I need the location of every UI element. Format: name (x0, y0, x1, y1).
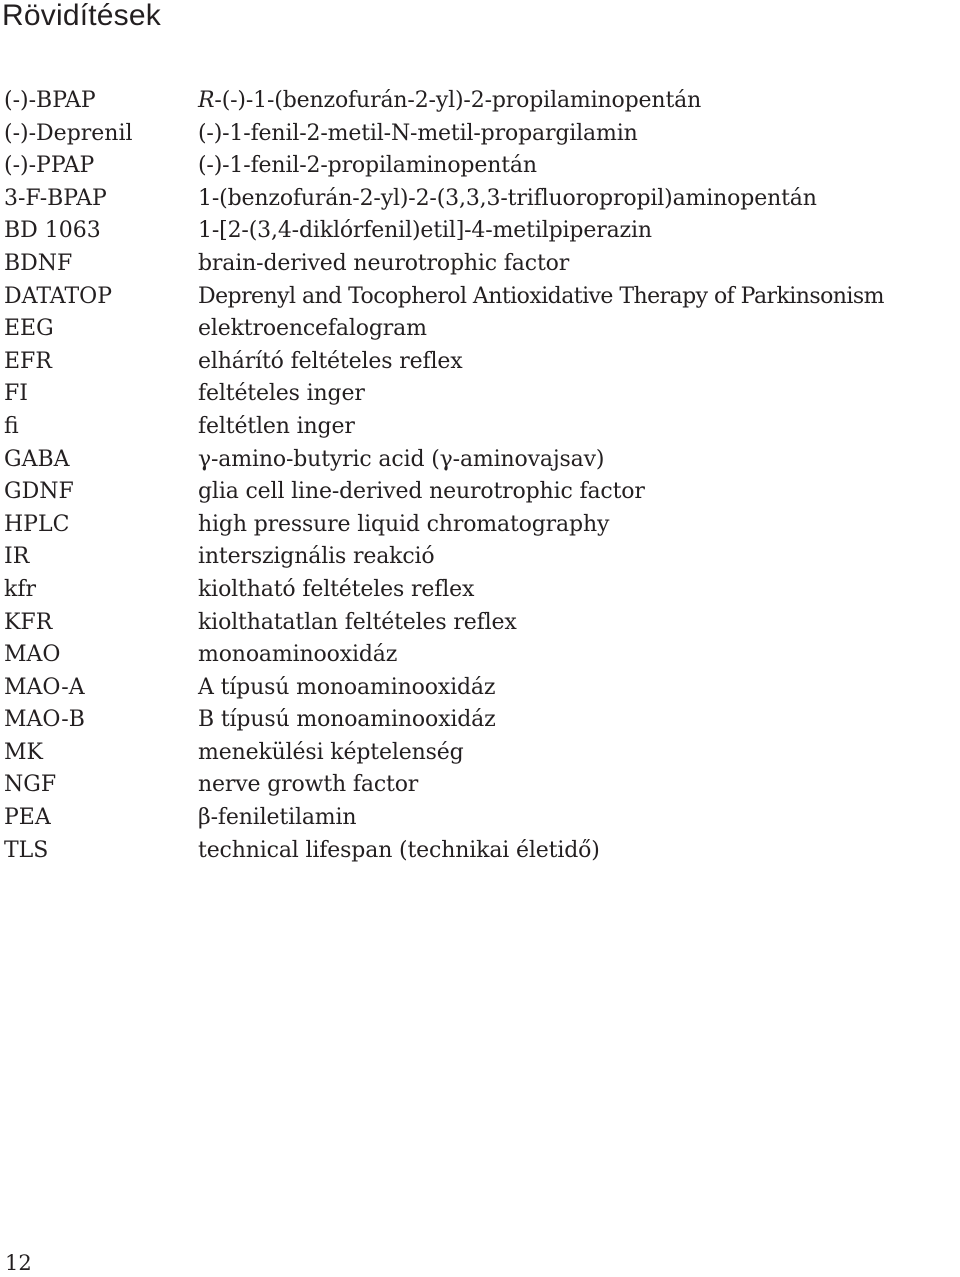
abbreviation-term: GABA (4, 446, 70, 472)
abbreviation-term: (-)-BPAP (4, 88, 96, 113)
abbreviation-row (4, 248, 960, 281)
abbreviation-term: EEG (4, 316, 54, 342)
abbreviation-term: KFR (4, 609, 53, 635)
abbreviation-row (4, 313, 960, 346)
abbreviation-term: BDNF (4, 250, 73, 276)
abbreviation-row (4, 802, 960, 835)
abbreviation-term: GDNF (4, 479, 74, 505)
abbreviation-definition: 1-(benzofurán-2-yl)-2-(3,3,3-trifluoropropil)aminopentán (198, 185, 817, 211)
abbreviation-term: kfr (4, 576, 36, 602)
abbreviation-row (4, 769, 960, 802)
abbreviation-definition: B típusú monoaminooxidáz (198, 707, 496, 733)
abbreviation-term: DATATOP (4, 283, 112, 309)
abbreviation-term: MAO (4, 642, 61, 668)
abbreviation-term: TLS (4, 837, 49, 863)
abbreviation-term: FI (4, 381, 28, 407)
abbreviation-definition: elektroencefalogram (198, 316, 427, 342)
abbreviation-definition: feltételes inger (198, 381, 365, 407)
abbreviation-definition: menekülési képtelenség (198, 739, 464, 765)
abbreviation-term: EFR (4, 348, 52, 374)
abbreviation-row (4, 118, 960, 151)
abbreviation-definition: 1-[2-(3,4-diklórfenil)etil]-4-metilpiperazin (198, 218, 652, 244)
abbreviation-definition: (-)-1-fenil-2-metil-N-metil-propargilamin (198, 120, 638, 146)
abbreviation-definition: feltétlen inger (198, 413, 355, 439)
abbreviation-row (4, 150, 960, 183)
abbreviation-row (4, 607, 960, 640)
abbreviation-row (4, 444, 960, 477)
page-number: 12 (5, 1251, 32, 1275)
abbreviation-term: MAO-B (4, 707, 85, 733)
abbreviation-row (4, 574, 960, 607)
abbreviation-definition: kiolthatό feltételes reflex (198, 576, 475, 602)
abbreviation-definition: interszignális reakció (198, 544, 435, 570)
abbreviation-definition: (-)-1-fenil-2-propilaminopentán (198, 153, 537, 179)
abbreviation-term: MAO-A (4, 674, 85, 700)
abbreviation-term: BD 1063 (4, 218, 101, 244)
abbreviation-list (4, 85, 960, 867)
abbreviation-definition: glia cell line-derived neurotrophic factor (198, 479, 645, 505)
abbreviation-definition: A típusú monoaminooxidáz (198, 674, 496, 700)
abbreviation-term: MK (4, 739, 43, 765)
abbreviation-definition: technical lifespan (technikai életidő) (198, 837, 600, 863)
abbreviation-row (4, 672, 960, 705)
abbreviation-definition: nerve growth factor (198, 772, 419, 798)
abbreviation-row (4, 281, 960, 314)
abbreviation-row (4, 509, 960, 542)
abbreviation-term: HPLC (4, 511, 70, 537)
abbreviation-term: PEA (4, 805, 51, 831)
abbreviation-row (4, 215, 960, 248)
abbreviation-definition: β-feniletilamin (198, 805, 357, 831)
abbreviation-definition (198, 85, 960, 118)
abbreviation-row (4, 85, 960, 118)
abbreviation-row (4, 411, 960, 444)
abbreviation-definition: brain-derived neurotrophic factor (198, 250, 570, 276)
abbreviation-row (4, 541, 960, 574)
abbreviation-term: 3-F-BPAP (4, 185, 107, 211)
abbreviation-definition: monoaminooxidáz (198, 642, 398, 668)
abbreviation-term: IR (4, 544, 30, 570)
abbreviation-row (4, 378, 960, 411)
abbreviation-definition: Deprenyl and Tocopherol Antioxidative Therapy of Parkinsonism (198, 283, 884, 309)
abbreviation-term: NGF (4, 772, 57, 798)
abbreviation-term: fi (4, 413, 19, 439)
abbreviation-row (4, 835, 960, 868)
abbreviation-row (4, 346, 960, 379)
abbreviation-row (4, 639, 960, 672)
italic-prefix: R (198, 88, 215, 113)
abbreviation-definition: elhárító feltételes reflex (198, 348, 463, 374)
abbreviation-term: (-)-PPAP (4, 153, 95, 179)
definition-text: -(-)-1-(benzofurán-2-yl)-2-propilaminopentán (214, 88, 702, 113)
abbreviation-definition: γ-amino-butyric acid (γ-aminovajsav) (198, 446, 605, 472)
abbreviation-row (4, 476, 960, 509)
abbreviation-row (4, 183, 960, 216)
abbreviation-term: (-)-Deprenil (4, 120, 133, 146)
abbreviation-definition: high pressure liquid chromatography (198, 511, 610, 537)
abbreviation-definition: kiolthatatlan feltételes reflex (198, 609, 517, 635)
page-title: Rövidítések (2, 0, 161, 32)
abbreviation-row (4, 704, 960, 737)
abbreviation-row (4, 737, 960, 770)
